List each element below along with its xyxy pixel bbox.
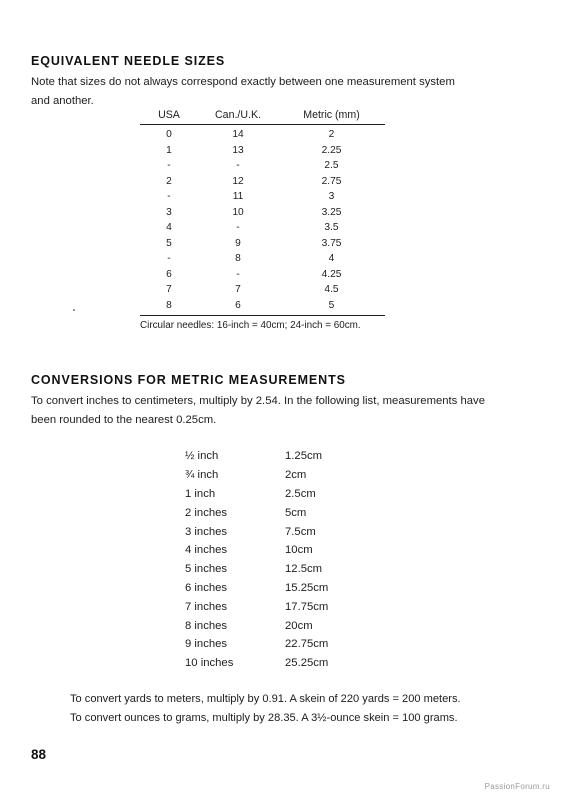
table-row xyxy=(140,127,385,143)
usa-size-cell: 4 xyxy=(166,222,172,234)
usa-size-cell: 1 xyxy=(166,144,172,156)
list-item xyxy=(185,579,365,598)
metric-size-cell: 3.25 xyxy=(321,206,342,218)
metric-size-cell: 3.75 xyxy=(321,237,342,249)
table-top-rule xyxy=(140,124,385,125)
column-header-metric: Metric (mm) xyxy=(303,109,360,121)
can-uk-size-cell: 10 xyxy=(232,206,244,218)
table-body xyxy=(140,127,385,313)
list-item xyxy=(185,522,365,541)
usa-size-cell: 5 xyxy=(166,237,172,249)
table-row xyxy=(140,282,385,298)
inches-value: 7 inches xyxy=(185,600,228,613)
table-row xyxy=(140,205,385,221)
metric-size-cell: 2 xyxy=(328,129,335,141)
table-row xyxy=(140,158,385,174)
table-header-row xyxy=(140,109,385,124)
inch-cm-conversion-list xyxy=(185,447,365,673)
metric-size-cell: 4.5 xyxy=(324,284,339,296)
list-item xyxy=(185,654,365,673)
table-row xyxy=(140,189,385,205)
inches-value: ¾ inch xyxy=(185,469,219,482)
section-heading-metric-conversions: CONVERSIONS FOR METRIC MEASUREMENTS xyxy=(31,373,346,387)
metric-size-cell: 2.75 xyxy=(321,175,342,187)
usa-size-cell: 2 xyxy=(166,175,172,187)
needle-size-table xyxy=(140,109,385,316)
usa-size-cell: 0 xyxy=(166,129,172,141)
usa-size-cell: - xyxy=(167,160,171,172)
centimeters-value: 1.25cm xyxy=(285,450,323,463)
usa-size-cell: - xyxy=(167,253,171,265)
can-uk-size-cell: 9 xyxy=(235,237,241,249)
centimeters-value: 15.25cm xyxy=(285,581,329,594)
metric-size-cell: 3.5 xyxy=(324,222,339,234)
list-item xyxy=(185,466,365,485)
metric-size-cell: 4.25 xyxy=(321,268,342,280)
table-bottom-rule xyxy=(140,315,385,316)
usa-size-cell: 6 xyxy=(166,268,172,280)
list-item xyxy=(185,616,365,635)
usa-size-cell: 7 xyxy=(166,284,172,296)
centimeters-value: 12.5cm xyxy=(285,563,323,576)
page-number: 88 xyxy=(31,747,47,762)
can-uk-size-cell: 11 xyxy=(232,191,244,203)
needle-intro-line-1: Note that sizes do not always correspond exactly between one measurement system xyxy=(31,76,455,88)
conversion-intro-line-2: been rounded to the nearest 0.25cm. xyxy=(31,414,217,426)
can-uk-size-cell: 13 xyxy=(232,144,244,156)
centimeters-value: 25.25cm xyxy=(285,657,329,670)
needle-intro-line-2: and another. xyxy=(31,95,94,107)
centimeters-value: 20cm xyxy=(285,619,313,632)
can-uk-size-cell: - xyxy=(236,160,240,172)
metric-size-cell: 5 xyxy=(328,299,335,311)
inches-value: 6 inches xyxy=(185,581,228,594)
can-uk-size-cell: - xyxy=(236,222,240,234)
table-row xyxy=(140,220,385,236)
list-item xyxy=(185,597,365,616)
inches-value: ½ inch xyxy=(185,450,219,463)
list-item xyxy=(185,635,365,654)
inches-value: 8 inches xyxy=(185,619,228,632)
conversion-intro-line-1: To convert inches to centimeters, multiply by 2.54. In the following list, measurements have xyxy=(31,395,485,407)
centimeters-value: 7.5cm xyxy=(285,525,316,538)
list-item xyxy=(185,447,365,466)
column-header-can-uk: Can./U.K. xyxy=(215,109,261,121)
inches-value: 3 inches xyxy=(185,525,228,538)
centimeters-value: 17.75cm xyxy=(285,600,329,613)
print-speck xyxy=(73,309,75,311)
section-heading-needle-sizes: EQUIVALENT NEEDLE SIZES xyxy=(31,54,226,68)
site-watermark: PassionForum.ru xyxy=(484,782,550,791)
can-uk-size-cell: 6 xyxy=(235,299,241,311)
inches-value: 4 inches xyxy=(185,544,228,557)
circular-needles-note: Circular needles: 16-inch = 40cm; 24-inch = 60cm. xyxy=(140,320,361,331)
metric-size-cell: 2.25 xyxy=(321,144,342,156)
can-uk-size-cell: 12 xyxy=(232,175,244,187)
list-item xyxy=(185,503,365,522)
table-row xyxy=(140,298,385,314)
list-item xyxy=(185,541,365,560)
ounces-conversion-note: To convert ounces to grams, multiply by 28.35. A 3½-ounce skein = 100 grams. xyxy=(70,712,458,724)
centimeters-value: 22.75cm xyxy=(285,638,329,651)
can-uk-size-cell: 7 xyxy=(235,284,241,296)
centimeters-value: 5cm xyxy=(285,506,307,519)
can-uk-size-cell: 14 xyxy=(232,129,244,141)
inches-value: 9 inches xyxy=(185,638,228,651)
centimeters-value: 10cm xyxy=(285,544,313,557)
table-row xyxy=(140,143,385,159)
metric-size-cell: 2.5 xyxy=(324,160,339,172)
inches-value: 5 inches xyxy=(185,563,228,576)
centimeters-value: 2.5cm xyxy=(285,487,316,500)
usa-size-cell: 8 xyxy=(166,299,172,311)
can-uk-size-cell: 8 xyxy=(235,253,241,265)
usa-size-cell: - xyxy=(167,191,171,203)
column-header-usa: USA xyxy=(158,109,180,121)
centimeters-value: 2cm xyxy=(285,469,307,482)
yards-conversion-note: To convert yards to meters, multiply by 0.91. A skein of 220 yards = 200 meters. xyxy=(70,693,461,705)
metric-size-cell: 3 xyxy=(328,191,335,203)
table-row xyxy=(140,251,385,267)
inches-value: 1 inch xyxy=(185,487,216,500)
list-item xyxy=(185,560,365,579)
list-item xyxy=(185,485,365,504)
inches-value: 2 inches xyxy=(185,506,228,519)
table-row xyxy=(140,267,385,283)
usa-size-cell: 3 xyxy=(166,206,172,218)
can-uk-size-cell: - xyxy=(236,268,240,280)
table-row xyxy=(140,236,385,252)
table-row xyxy=(140,174,385,190)
inches-value: 10 inches xyxy=(185,657,234,670)
metric-size-cell: 4 xyxy=(328,253,335,265)
